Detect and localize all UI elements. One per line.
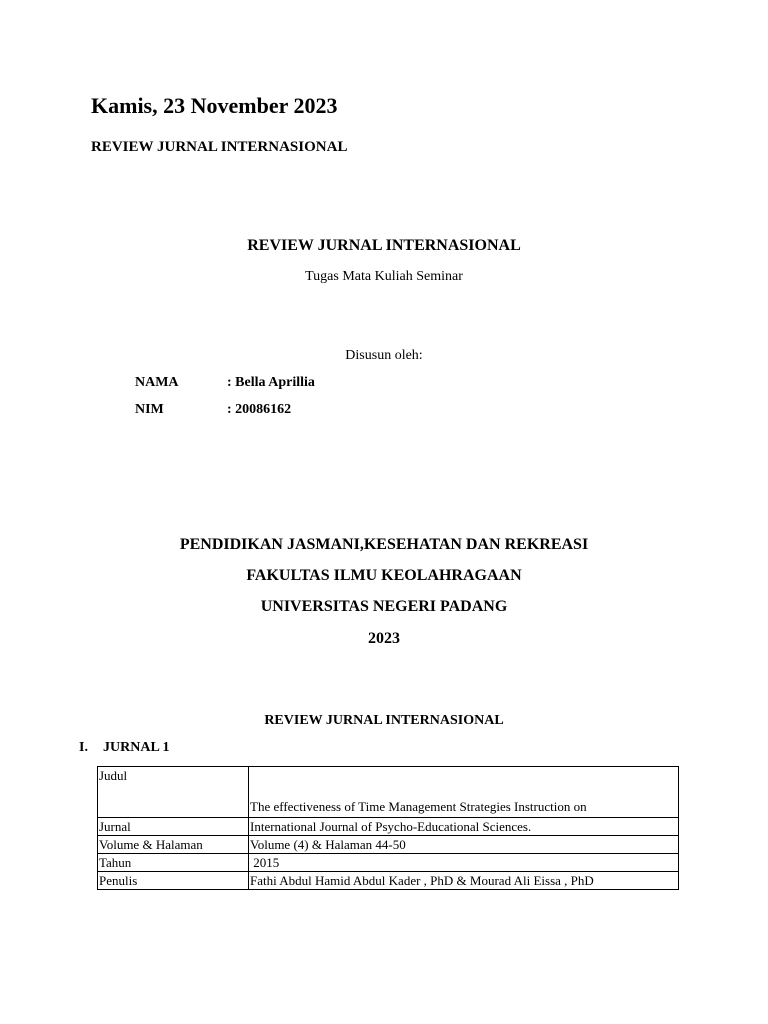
name-label: NAMA (135, 375, 179, 390)
table-row (98, 818, 679, 836)
cover-title: REVIEW JURNAL INTERNASIONAL (247, 237, 521, 254)
section-title: JURNAL 1 (103, 740, 170, 755)
compiled-by-label: Disusun oleh: (345, 348, 423, 363)
cover-subtitle: Tugas Mata Kuliah Seminar (305, 269, 463, 284)
table-row (98, 767, 679, 818)
table-row (98, 836, 679, 854)
institution-faculty: FAKULTAS ILMU KEOLAHRAGAAN (246, 567, 522, 584)
name-value: : Bella Aprillia (227, 375, 315, 390)
institution-department: PENDIDIKAN JASMANI,KESEHATAN DAN REKREASI (179, 536, 589, 553)
institution-year: 2023 (368, 630, 400, 647)
document-subheading: REVIEW JURNAL INTERNASIONAL (91, 139, 348, 155)
institution-university: UNIVERSITAS NEGERI PADANG (260, 598, 508, 615)
section-number: I. (79, 740, 88, 755)
document-date: Kamis, 23 November 2023 (91, 93, 338, 118)
row-value-authors: Fathi Abdul Hamid Abdul Kader , PhD & Mourad Ali Eissa , PhD (249, 872, 679, 890)
row-value-journal: International Journal of Psycho-Educational Sciences. (249, 818, 679, 836)
row-label-title: Judul (98, 767, 249, 818)
row-value-year: 2015 (249, 854, 679, 872)
row-label-volume: Volume & Halaman (98, 836, 249, 854)
row-value-title: The effectiveness of Time Management Strategies Instruction on (249, 767, 679, 818)
row-label-journal: Jurnal (98, 818, 249, 836)
review-heading: REVIEW JURNAL INTERNASIONAL (264, 713, 504, 728)
table-row (98, 872, 679, 890)
table-row (98, 854, 679, 872)
nim-label: NIM (135, 402, 164, 417)
row-value-volume: Volume (4) & Halaman 44-50 (249, 836, 679, 854)
row-label-authors: Penulis (98, 872, 249, 890)
nim-value: : 20086162 (227, 402, 292, 417)
row-label-year: Tahun (98, 854, 249, 872)
journal-info-table (97, 766, 679, 890)
